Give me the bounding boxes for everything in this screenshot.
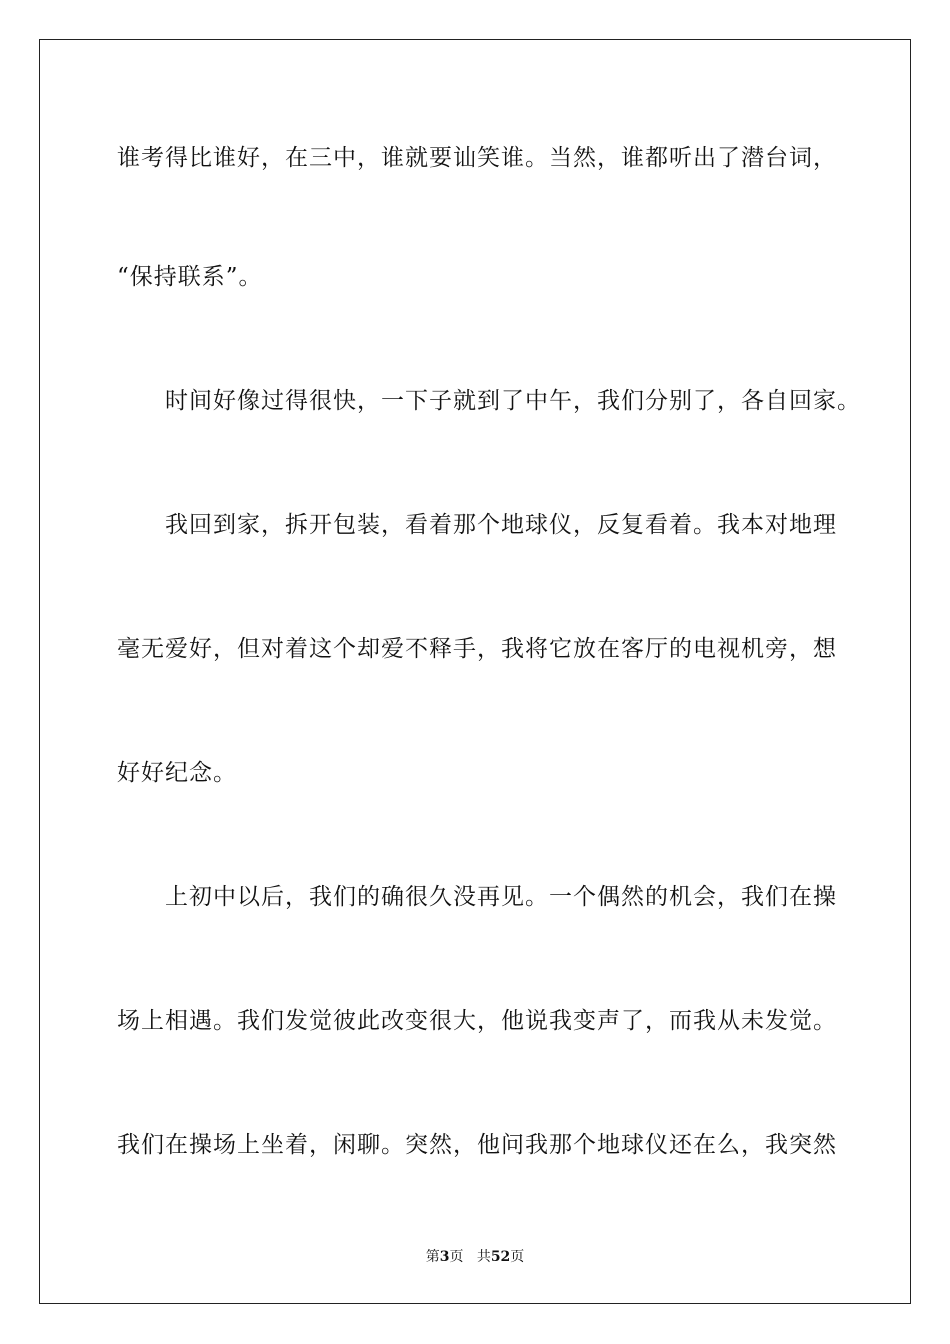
body-line-2: “保持联系”。: [117, 264, 263, 290]
body-line-8: 场上相遇。我们发觉彼此改变很大，他说我变声了，而我从未发觉。: [117, 1008, 837, 1034]
total-prefix: 共: [476, 1249, 491, 1265]
body-line-1: 谁考得比谁好，在三中，谁就要讪笑谁。当然，谁都听出了潜台词，: [117, 145, 837, 171]
page-prefix: 第: [425, 1249, 440, 1265]
body-line-3: 时间好像过得很快，一下子就到了中午，我们分别了，各自回家。: [165, 388, 861, 414]
page-border: [39, 39, 911, 1304]
page-number: 3: [439, 1249, 450, 1265]
body-line-4: 我回到家，拆开包装，看着那个地球仪，反复看着。我本对地理: [165, 512, 837, 538]
body-line-9: 我们在操场上坐着，闲聊。突然，他问我那个地球仪还在么，我突然: [117, 1132, 837, 1158]
total-suffix: 页: [510, 1249, 525, 1265]
page-suffix: 页: [449, 1249, 464, 1265]
body-line-7: 上初中以后，我们的确很久没再见。一个偶然的机会，我们在操: [165, 884, 837, 910]
body-line-5: 毫无爱好，但对着这个却爱不释手，我将它放在客厅的电视机旁，想: [117, 636, 837, 662]
body-line-6: 好好纪念。: [117, 760, 237, 786]
page-footer: [0, 1248, 950, 1266]
total-pages: 52: [490, 1249, 511, 1265]
